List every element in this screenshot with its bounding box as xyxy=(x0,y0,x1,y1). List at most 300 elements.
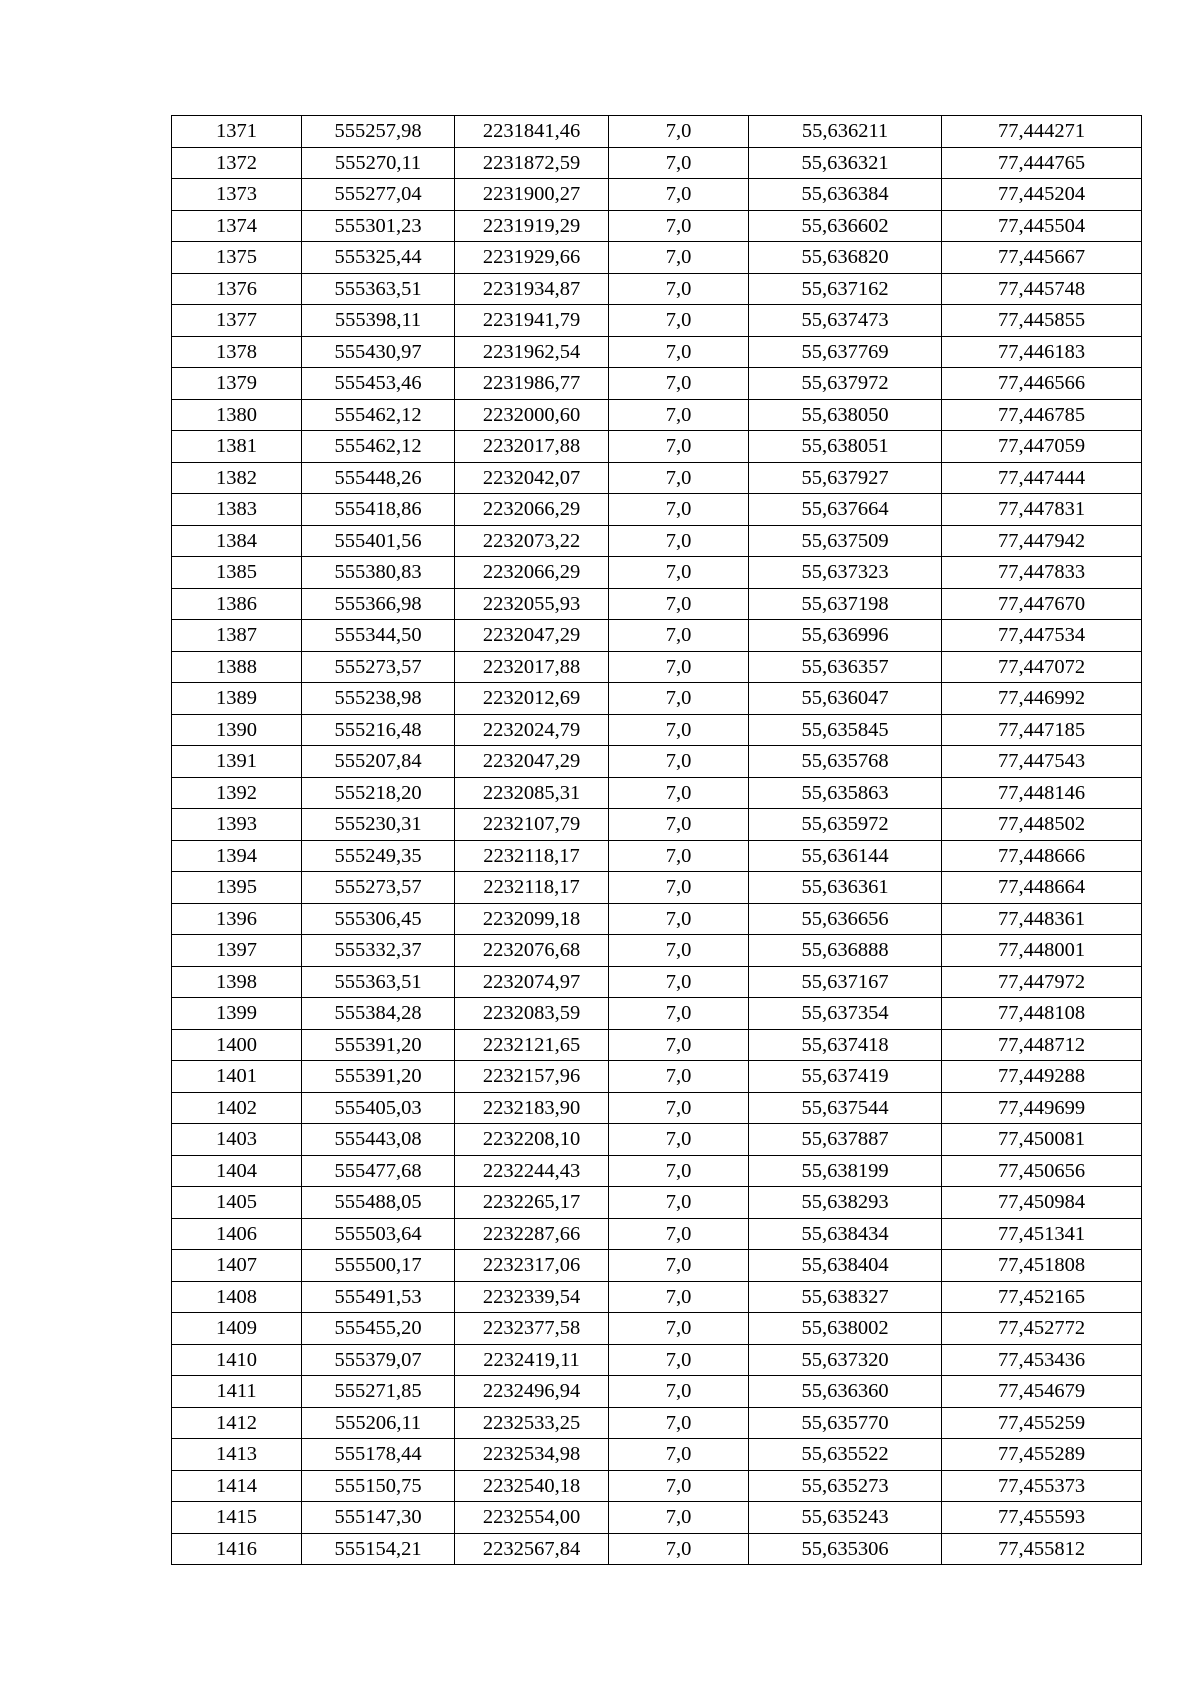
table-row xyxy=(172,147,1142,179)
cell-accuracy: 7,0 xyxy=(609,1376,749,1408)
cell-point: 1388 xyxy=(172,651,302,683)
cell-accuracy: 7,0 xyxy=(609,399,749,431)
cell-longitude: 77,447833 xyxy=(942,557,1142,589)
table-row xyxy=(172,1281,1142,1313)
cell-y: 2231929,66 xyxy=(455,242,609,274)
cell-y: 2231986,77 xyxy=(455,368,609,400)
cell-x: 555491,53 xyxy=(302,1281,455,1313)
cell-accuracy: 7,0 xyxy=(609,116,749,148)
cell-accuracy: 7,0 xyxy=(609,1344,749,1376)
cell-x: 555206,11 xyxy=(302,1407,455,1439)
cell-point: 1375 xyxy=(172,242,302,274)
cell-y: 2232073,22 xyxy=(455,525,609,557)
cell-x: 555344,50 xyxy=(302,620,455,652)
cell-latitude: 55,638327 xyxy=(749,1281,942,1313)
cell-point: 1396 xyxy=(172,903,302,935)
table-row xyxy=(172,557,1142,589)
cell-point: 1409 xyxy=(172,1313,302,1345)
cell-accuracy: 7,0 xyxy=(609,746,749,778)
cell-x: 555384,28 xyxy=(302,998,455,1030)
cell-x: 555448,26 xyxy=(302,462,455,494)
cell-latitude: 55,637664 xyxy=(749,494,942,526)
cell-longitude: 77,450081 xyxy=(942,1124,1142,1156)
cell-longitude: 77,455373 xyxy=(942,1470,1142,1502)
cell-latitude: 55,637167 xyxy=(749,966,942,998)
cell-point: 1372 xyxy=(172,147,302,179)
cell-x: 555238,98 xyxy=(302,683,455,715)
cell-x: 555430,97 xyxy=(302,336,455,368)
cell-point: 1398 xyxy=(172,966,302,998)
cell-longitude: 77,445855 xyxy=(942,305,1142,337)
table-row xyxy=(172,714,1142,746)
cell-point: 1395 xyxy=(172,872,302,904)
cell-longitude: 77,445667 xyxy=(942,242,1142,274)
cell-latitude: 55,638434 xyxy=(749,1218,942,1250)
cell-latitude: 55,638050 xyxy=(749,399,942,431)
cell-latitude: 55,635522 xyxy=(749,1439,942,1471)
cell-latitude: 55,635972 xyxy=(749,809,942,841)
cell-point: 1392 xyxy=(172,777,302,809)
cell-x: 555147,30 xyxy=(302,1502,455,1534)
cell-latitude: 55,636888 xyxy=(749,935,942,967)
cell-y: 2232419,11 xyxy=(455,1344,609,1376)
table-row xyxy=(172,431,1142,463)
table-row xyxy=(172,840,1142,872)
cell-y: 2231872,59 xyxy=(455,147,609,179)
cell-y: 2231900,27 xyxy=(455,179,609,211)
cell-latitude: 55,637418 xyxy=(749,1029,942,1061)
cell-latitude: 55,638002 xyxy=(749,1313,942,1345)
cell-y: 2232183,90 xyxy=(455,1092,609,1124)
cell-longitude: 77,446785 xyxy=(942,399,1142,431)
cell-x: 555150,75 xyxy=(302,1470,455,1502)
table-row xyxy=(172,1124,1142,1156)
cell-accuracy: 7,0 xyxy=(609,147,749,179)
cell-latitude: 55,637419 xyxy=(749,1061,942,1093)
table-row xyxy=(172,1187,1142,1219)
cell-latitude: 55,636602 xyxy=(749,210,942,242)
cell-accuracy: 7,0 xyxy=(609,368,749,400)
cell-x: 555443,08 xyxy=(302,1124,455,1156)
cell-accuracy: 7,0 xyxy=(609,1533,749,1565)
cell-longitude: 77,446992 xyxy=(942,683,1142,715)
cell-accuracy: 7,0 xyxy=(609,1124,749,1156)
cell-accuracy: 7,0 xyxy=(609,1470,749,1502)
cell-x: 555500,17 xyxy=(302,1250,455,1282)
cell-x: 555363,51 xyxy=(302,273,455,305)
cell-accuracy: 7,0 xyxy=(609,494,749,526)
cell-latitude: 55,637323 xyxy=(749,557,942,589)
table-row xyxy=(172,1092,1142,1124)
cell-accuracy: 7,0 xyxy=(609,1407,749,1439)
cell-y: 2232567,84 xyxy=(455,1533,609,1565)
cell-longitude: 77,454679 xyxy=(942,1376,1142,1408)
cell-longitude: 77,444765 xyxy=(942,147,1142,179)
cell-longitude: 77,450984 xyxy=(942,1187,1142,1219)
cell-point: 1382 xyxy=(172,462,302,494)
table-row xyxy=(172,305,1142,337)
cell-y: 2232118,17 xyxy=(455,840,609,872)
cell-x: 555405,03 xyxy=(302,1092,455,1124)
cell-y: 2232047,29 xyxy=(455,746,609,778)
table-row xyxy=(172,620,1142,652)
cell-y: 2232534,98 xyxy=(455,1439,609,1471)
table-row xyxy=(172,1155,1142,1187)
cell-accuracy: 7,0 xyxy=(609,305,749,337)
cell-accuracy: 7,0 xyxy=(609,1061,749,1093)
cell-longitude: 77,455289 xyxy=(942,1439,1142,1471)
table-row xyxy=(172,1407,1142,1439)
cell-point: 1415 xyxy=(172,1502,302,1534)
cell-x: 555398,11 xyxy=(302,305,455,337)
cell-x: 555273,57 xyxy=(302,651,455,683)
cell-point: 1413 xyxy=(172,1439,302,1471)
cell-y: 2232496,94 xyxy=(455,1376,609,1408)
table-row xyxy=(172,809,1142,841)
cell-latitude: 55,635863 xyxy=(749,777,942,809)
cell-latitude: 55,638293 xyxy=(749,1187,942,1219)
cell-latitude: 55,637198 xyxy=(749,588,942,620)
cell-x: 555257,98 xyxy=(302,116,455,148)
cell-y: 2232066,29 xyxy=(455,494,609,526)
cell-x: 555216,48 xyxy=(302,714,455,746)
cell-y: 2231919,29 xyxy=(455,210,609,242)
cell-accuracy: 7,0 xyxy=(609,242,749,274)
cell-point: 1397 xyxy=(172,935,302,967)
cell-longitude: 77,448666 xyxy=(942,840,1142,872)
table-row xyxy=(172,998,1142,1030)
cell-y: 2232287,66 xyxy=(455,1218,609,1250)
cell-accuracy: 7,0 xyxy=(609,431,749,463)
cell-accuracy: 7,0 xyxy=(609,525,749,557)
cell-y: 2232244,43 xyxy=(455,1155,609,1187)
cell-point: 1391 xyxy=(172,746,302,778)
cell-point: 1402 xyxy=(172,1092,302,1124)
cell-accuracy: 7,0 xyxy=(609,1187,749,1219)
table-row xyxy=(172,116,1142,148)
cell-latitude: 55,636144 xyxy=(749,840,942,872)
cell-point: 1373 xyxy=(172,179,302,211)
table-row xyxy=(172,683,1142,715)
table-row xyxy=(172,588,1142,620)
cell-latitude: 55,638404 xyxy=(749,1250,942,1282)
cell-longitude: 77,447534 xyxy=(942,620,1142,652)
cell-latitude: 55,636321 xyxy=(749,147,942,179)
cell-y: 2232017,88 xyxy=(455,431,609,463)
cell-point: 1383 xyxy=(172,494,302,526)
table-row xyxy=(172,368,1142,400)
cell-longitude: 77,452165 xyxy=(942,1281,1142,1313)
cell-x: 555270,11 xyxy=(302,147,455,179)
cell-point: 1376 xyxy=(172,273,302,305)
cell-x: 555462,12 xyxy=(302,399,455,431)
cell-latitude: 55,636384 xyxy=(749,179,942,211)
cell-point: 1412 xyxy=(172,1407,302,1439)
table-row xyxy=(172,1376,1142,1408)
table-row xyxy=(172,399,1142,431)
cell-accuracy: 7,0 xyxy=(609,179,749,211)
cell-x: 555462,12 xyxy=(302,431,455,463)
cell-latitude: 55,635273 xyxy=(749,1470,942,1502)
cell-x: 555277,04 xyxy=(302,179,455,211)
cell-longitude: 77,449288 xyxy=(942,1061,1142,1093)
cell-y: 2231941,79 xyxy=(455,305,609,337)
cell-y: 2232554,00 xyxy=(455,1502,609,1534)
cell-x: 555249,35 xyxy=(302,840,455,872)
cell-longitude: 77,455259 xyxy=(942,1407,1142,1439)
cell-point: 1379 xyxy=(172,368,302,400)
table-row xyxy=(172,935,1142,967)
cell-longitude: 77,447972 xyxy=(942,966,1142,998)
cell-y: 2232017,88 xyxy=(455,651,609,683)
table-row xyxy=(172,1061,1142,1093)
coordinates-table xyxy=(171,115,1142,1565)
cell-x: 555301,23 xyxy=(302,210,455,242)
cell-longitude: 77,448146 xyxy=(942,777,1142,809)
cell-accuracy: 7,0 xyxy=(609,872,749,904)
table-row xyxy=(172,651,1142,683)
cell-y: 2232377,58 xyxy=(455,1313,609,1345)
cell-longitude: 77,447059 xyxy=(942,431,1142,463)
cell-accuracy: 7,0 xyxy=(609,1250,749,1282)
cell-accuracy: 7,0 xyxy=(609,1218,749,1250)
table-row xyxy=(172,966,1142,998)
cell-point: 1386 xyxy=(172,588,302,620)
cell-point: 1377 xyxy=(172,305,302,337)
cell-accuracy: 7,0 xyxy=(609,1092,749,1124)
cell-point: 1399 xyxy=(172,998,302,1030)
cell-longitude: 77,446566 xyxy=(942,368,1142,400)
cell-x: 555455,20 xyxy=(302,1313,455,1345)
cell-point: 1387 xyxy=(172,620,302,652)
table-row xyxy=(172,242,1142,274)
table-row xyxy=(172,903,1142,935)
cell-latitude: 55,637354 xyxy=(749,998,942,1030)
cell-accuracy: 7,0 xyxy=(609,210,749,242)
cell-longitude: 77,455812 xyxy=(942,1533,1142,1565)
table-row xyxy=(172,1533,1142,1565)
cell-point: 1407 xyxy=(172,1250,302,1282)
cell-y: 2232085,31 xyxy=(455,777,609,809)
cell-longitude: 77,447444 xyxy=(942,462,1142,494)
cell-x: 555154,21 xyxy=(302,1533,455,1565)
cell-latitude: 55,636820 xyxy=(749,242,942,274)
cell-point: 1385 xyxy=(172,557,302,589)
cell-y: 2232024,79 xyxy=(455,714,609,746)
table-row xyxy=(172,746,1142,778)
cell-accuracy: 7,0 xyxy=(609,714,749,746)
cell-y: 2232099,18 xyxy=(455,903,609,935)
cell-latitude: 55,637320 xyxy=(749,1344,942,1376)
cell-y: 2232540,18 xyxy=(455,1470,609,1502)
cell-point: 1393 xyxy=(172,809,302,841)
table-row xyxy=(172,1250,1142,1282)
cell-x: 555207,84 xyxy=(302,746,455,778)
cell-y: 2231934,87 xyxy=(455,273,609,305)
cell-longitude: 77,448108 xyxy=(942,998,1142,1030)
cell-longitude: 77,447670 xyxy=(942,588,1142,620)
cell-latitude: 55,635243 xyxy=(749,1502,942,1534)
cell-latitude: 55,637509 xyxy=(749,525,942,557)
cell-latitude: 55,637927 xyxy=(749,462,942,494)
cell-accuracy: 7,0 xyxy=(609,935,749,967)
cell-latitude: 55,637769 xyxy=(749,336,942,368)
cell-x: 555488,05 xyxy=(302,1187,455,1219)
cell-y: 2232042,07 xyxy=(455,462,609,494)
cell-x: 555273,57 xyxy=(302,872,455,904)
cell-longitude: 77,445748 xyxy=(942,273,1142,305)
table-row xyxy=(172,777,1142,809)
cell-latitude: 55,635770 xyxy=(749,1407,942,1439)
cell-y: 2232076,68 xyxy=(455,935,609,967)
cell-y: 2232118,17 xyxy=(455,872,609,904)
cell-y: 2232055,93 xyxy=(455,588,609,620)
cell-point: 1384 xyxy=(172,525,302,557)
cell-accuracy: 7,0 xyxy=(609,557,749,589)
cell-y: 2232265,17 xyxy=(455,1187,609,1219)
cell-point: 1389 xyxy=(172,683,302,715)
cell-point: 1378 xyxy=(172,336,302,368)
cell-x: 555178,44 xyxy=(302,1439,455,1471)
cell-latitude: 55,637473 xyxy=(749,305,942,337)
cell-accuracy: 7,0 xyxy=(609,1439,749,1471)
cell-accuracy: 7,0 xyxy=(609,809,749,841)
cell-latitude: 55,635306 xyxy=(749,1533,942,1565)
cell-x: 555218,20 xyxy=(302,777,455,809)
cell-x: 555380,83 xyxy=(302,557,455,589)
cell-accuracy: 7,0 xyxy=(609,966,749,998)
cell-accuracy: 7,0 xyxy=(609,1281,749,1313)
cell-longitude: 77,449699 xyxy=(942,1092,1142,1124)
cell-y: 2232107,79 xyxy=(455,809,609,841)
cell-x: 555230,31 xyxy=(302,809,455,841)
cell-point: 1405 xyxy=(172,1187,302,1219)
cell-latitude: 55,636357 xyxy=(749,651,942,683)
cell-accuracy: 7,0 xyxy=(609,998,749,1030)
cell-x: 555366,98 xyxy=(302,588,455,620)
cell-point: 1411 xyxy=(172,1376,302,1408)
table-row xyxy=(172,494,1142,526)
cell-longitude: 77,448712 xyxy=(942,1029,1142,1061)
cell-y: 2232121,65 xyxy=(455,1029,609,1061)
cell-x: 555401,56 xyxy=(302,525,455,557)
cell-longitude: 77,446183 xyxy=(942,336,1142,368)
cell-longitude: 77,450656 xyxy=(942,1155,1142,1187)
cell-x: 555379,07 xyxy=(302,1344,455,1376)
cell-x: 555391,20 xyxy=(302,1029,455,1061)
table-row xyxy=(172,525,1142,557)
cell-x: 555418,86 xyxy=(302,494,455,526)
cell-x: 555271,85 xyxy=(302,1376,455,1408)
cell-longitude: 77,453436 xyxy=(942,1344,1142,1376)
table-row xyxy=(172,336,1142,368)
cell-latitude: 55,637887 xyxy=(749,1124,942,1156)
cell-longitude: 77,447072 xyxy=(942,651,1142,683)
cell-y: 2232000,60 xyxy=(455,399,609,431)
cell-latitude: 55,638199 xyxy=(749,1155,942,1187)
cell-longitude: 77,444271 xyxy=(942,116,1142,148)
cell-latitude: 55,636360 xyxy=(749,1376,942,1408)
cell-accuracy: 7,0 xyxy=(609,462,749,494)
cell-x: 555453,46 xyxy=(302,368,455,400)
cell-longitude: 77,448361 xyxy=(942,903,1142,935)
cell-y: 2232533,25 xyxy=(455,1407,609,1439)
table-row xyxy=(172,872,1142,904)
cell-point: 1400 xyxy=(172,1029,302,1061)
cell-point: 1403 xyxy=(172,1124,302,1156)
table-row xyxy=(172,1313,1142,1345)
table-row xyxy=(172,1029,1142,1061)
cell-accuracy: 7,0 xyxy=(609,273,749,305)
cell-latitude: 55,636996 xyxy=(749,620,942,652)
cell-longitude: 77,445504 xyxy=(942,210,1142,242)
table-row xyxy=(172,462,1142,494)
cell-x: 555306,45 xyxy=(302,903,455,935)
cell-x: 555503,64 xyxy=(302,1218,455,1250)
cell-latitude: 55,637544 xyxy=(749,1092,942,1124)
cell-latitude: 55,636211 xyxy=(749,116,942,148)
cell-latitude: 55,638051 xyxy=(749,431,942,463)
cell-longitude: 77,447543 xyxy=(942,746,1142,778)
table-row xyxy=(172,1218,1142,1250)
cell-latitude: 55,635845 xyxy=(749,714,942,746)
cell-y: 2232047,29 xyxy=(455,620,609,652)
cell-accuracy: 7,0 xyxy=(609,336,749,368)
cell-accuracy: 7,0 xyxy=(609,1313,749,1345)
cell-longitude: 77,447942 xyxy=(942,525,1142,557)
cell-longitude: 77,447185 xyxy=(942,714,1142,746)
table-row xyxy=(172,273,1142,305)
cell-latitude: 55,637972 xyxy=(749,368,942,400)
cell-y: 2232066,29 xyxy=(455,557,609,589)
cell-latitude: 55,636361 xyxy=(749,872,942,904)
cell-point: 1380 xyxy=(172,399,302,431)
cell-x: 555363,51 xyxy=(302,966,455,998)
cell-point: 1374 xyxy=(172,210,302,242)
cell-y: 2232083,59 xyxy=(455,998,609,1030)
cell-accuracy: 7,0 xyxy=(609,1155,749,1187)
cell-point: 1404 xyxy=(172,1155,302,1187)
cell-accuracy: 7,0 xyxy=(609,651,749,683)
cell-y: 2232157,96 xyxy=(455,1061,609,1093)
cell-point: 1394 xyxy=(172,840,302,872)
cell-y: 2232012,69 xyxy=(455,683,609,715)
cell-longitude: 77,448664 xyxy=(942,872,1142,904)
cell-y: 2231841,46 xyxy=(455,116,609,148)
table-row xyxy=(172,1439,1142,1471)
table-row xyxy=(172,179,1142,211)
cell-point: 1401 xyxy=(172,1061,302,1093)
cell-accuracy: 7,0 xyxy=(609,903,749,935)
cell-point: 1408 xyxy=(172,1281,302,1313)
table-row xyxy=(172,1502,1142,1534)
cell-point: 1410 xyxy=(172,1344,302,1376)
cell-y: 2232339,54 xyxy=(455,1281,609,1313)
coordinates-table-body xyxy=(172,116,1142,1565)
cell-latitude: 55,637162 xyxy=(749,273,942,305)
cell-y: 2231962,54 xyxy=(455,336,609,368)
cell-point: 1416 xyxy=(172,1533,302,1565)
cell-longitude: 77,447831 xyxy=(942,494,1142,526)
cell-point: 1406 xyxy=(172,1218,302,1250)
cell-accuracy: 7,0 xyxy=(609,620,749,652)
cell-point: 1371 xyxy=(172,116,302,148)
table-row xyxy=(172,210,1142,242)
cell-x: 555332,37 xyxy=(302,935,455,967)
cell-x: 555477,68 xyxy=(302,1155,455,1187)
cell-y: 2232074,97 xyxy=(455,966,609,998)
cell-accuracy: 7,0 xyxy=(609,588,749,620)
